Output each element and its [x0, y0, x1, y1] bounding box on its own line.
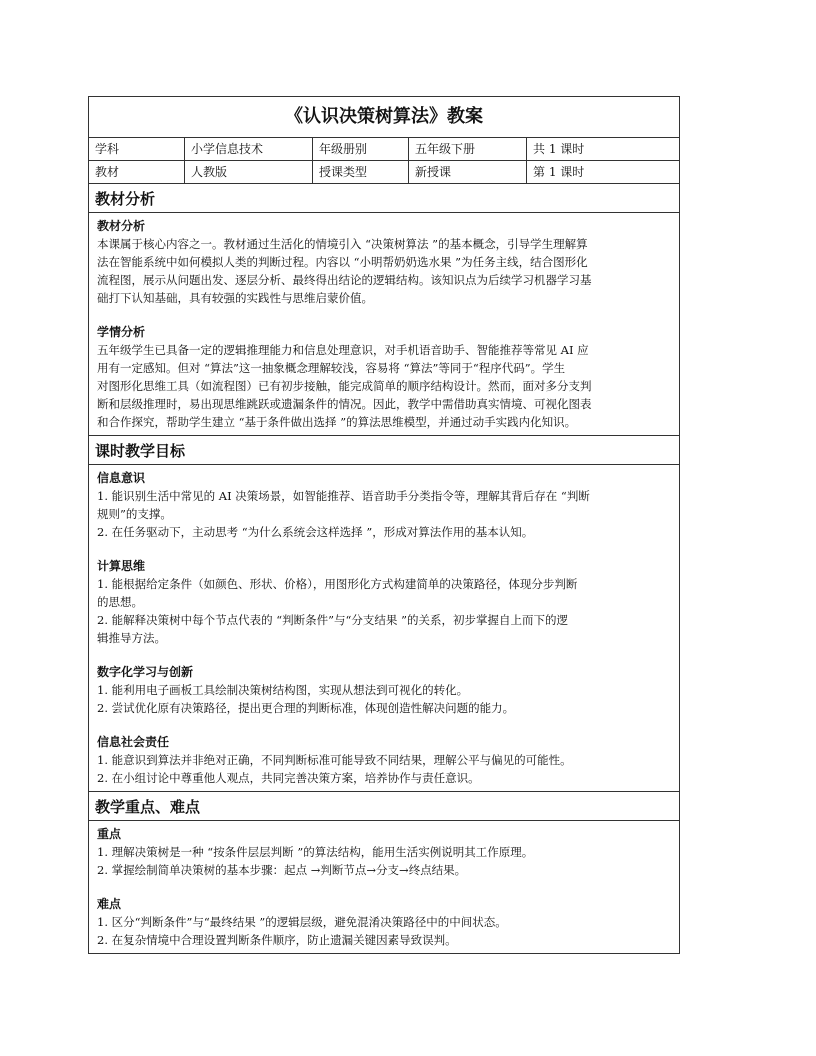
subheading: 信息意识	[97, 471, 146, 485]
paragraph-line: 断和层级推理时，易出现思维跳跃或遗漏条件的情况。因此，教学中需借助真实情境、可视化图表	[97, 397, 592, 411]
subheading: 信息社会责任	[97, 735, 170, 749]
subheading: 学情分析	[97, 325, 146, 339]
document-title: 《认识决策树算法》教案	[89, 97, 679, 138]
textbook-label: 教材	[89, 161, 185, 183]
grade-label: 年级册别	[313, 138, 409, 160]
paragraph-line: 的思想。	[97, 595, 143, 609]
paragraph-line: 法在智能系统中如何模拟人类的判断过程。内容以 “小明帮奶奶选水果 ”为任务主线，结合图形化	[97, 255, 588, 269]
current-period: 第 1 课时	[533, 165, 585, 179]
paragraph-line: 础打下认知基础，具有较强的实践性与思维启蒙价值。	[97, 291, 373, 305]
paragraph-line: 用有一定感知。但对 “算法”这一抽象概念理解较浅，容易将 “算法”等同于“程序代码”。学生	[97, 361, 566, 375]
paragraph-line: 五年级学生已具备一定的逻辑推理能力和信息处理意识，对手机语音助手、智能推荐等常见 AI 应	[97, 343, 589, 357]
subheading: 重点	[97, 827, 122, 841]
paragraph-line: 辑推导方法。	[97, 631, 166, 645]
subject-value: 小学信息技术	[185, 138, 313, 160]
paragraph-line: 1. 理解决策树是一种 “按条件层层判断 ”的算法结构，能用生活实例说明其工作原理。	[97, 845, 534, 859]
paragraph-line: 2. 掌握绘制简单决策树的基本步骤：起点 →判断节点→分支→终点结果。	[97, 863, 467, 877]
paragraph-line: 2. 在小组讨论中尊重他人观点，共同完善决策方案，培养协作与责任意识。	[97, 771, 480, 785]
paragraph-line: 对图形化思维工具（如流程图）已有初步接触，能完成简单的顺序结构设计。然而，面对多分支判	[97, 379, 592, 393]
paragraph-line: 1. 能利用电子画板工具绘制决策树结构图，实现从想法到可视化的转化。	[97, 683, 469, 697]
paragraph-line: 和合作探究，帮助学生建立 “基于条件做出选择 ”的算法思维模型，并通过动手实践内化知识。	[97, 415, 577, 429]
subheading: 难点	[97, 897, 122, 911]
paragraph-line: 2. 在复杂情境中合理设置判断条件顺序，防止遗漏关键因素导致误判。	[97, 933, 457, 947]
section-body-objectives	[89, 465, 679, 792]
paragraph-line: 规则”的支撑。	[97, 507, 172, 521]
paragraph-line: 1. 能识别生活中常见的 AI 决策场景，如智能推荐、语音助手分类指令等，理解其背后存在 “判断	[97, 489, 590, 503]
section-body-analysis	[89, 213, 679, 436]
textbook-value: 人教版	[185, 161, 313, 183]
paragraph-line: 1. 区分“判断条件”与“最终结果 ”的逻辑层级，避免混淆决策路径中的中间状态。	[97, 915, 507, 929]
lesson-type-label: 授课类型	[313, 161, 409, 183]
subheading: 计算思维	[97, 559, 146, 573]
info-row-1	[89, 138, 679, 161]
paragraph-line: 2. 尝试优化原有决策路径，提出更合理的判断标准，体现创造性解决问题的能力。	[97, 701, 515, 715]
total-periods: 共 1 课时	[533, 142, 585, 156]
lesson-plan-table	[88, 96, 680, 954]
paragraph-line: 流程图，展示从问题出发、逐层分析、最终得出结论的逻辑结构。该知识点为后续学习机器学习基	[97, 273, 592, 287]
section-heading-objectives: 课时教学目标	[89, 436, 679, 465]
paragraph-line: 2. 能解释决策树中每个节点代表的 “判断条件”与“分支结果 ”的关系，初步掌握自上而下的逻	[97, 613, 568, 627]
subject-label: 学科	[89, 138, 185, 160]
subheading: 数字化学习与创新	[97, 665, 194, 679]
section-heading-keypoints: 教学重点、难点	[89, 792, 679, 821]
section-heading-analysis: 教材分析	[89, 184, 679, 213]
paragraph-line: 1. 能意识到算法并非绝对正确，不同判断标准可能导致不同结果，理解公平与偏见的可能性。	[97, 753, 572, 767]
paragraph-line: 1. 能根据给定条件（如颜色、形状、价格），用图形化方式构建简单的决策路径，体现分步判断	[97, 577, 578, 591]
info-row-2	[89, 161, 679, 184]
lesson-type-value: 新授课	[409, 161, 527, 183]
paragraph-line: 2. 在任务驱动下，主动思考 “为什么系统会这样选择 ”，形成对算法作用的基本认知。	[97, 525, 534, 539]
section-body-keypoints	[89, 821, 679, 953]
subheading: 教材分析	[97, 219, 146, 233]
grade-value: 五年级下册	[409, 138, 527, 160]
paragraph-line: 本课属于核心内容之一。教材通过生活化的情境引入 “决策树算法 ”的基本概念，引导学生理解算	[97, 237, 588, 251]
